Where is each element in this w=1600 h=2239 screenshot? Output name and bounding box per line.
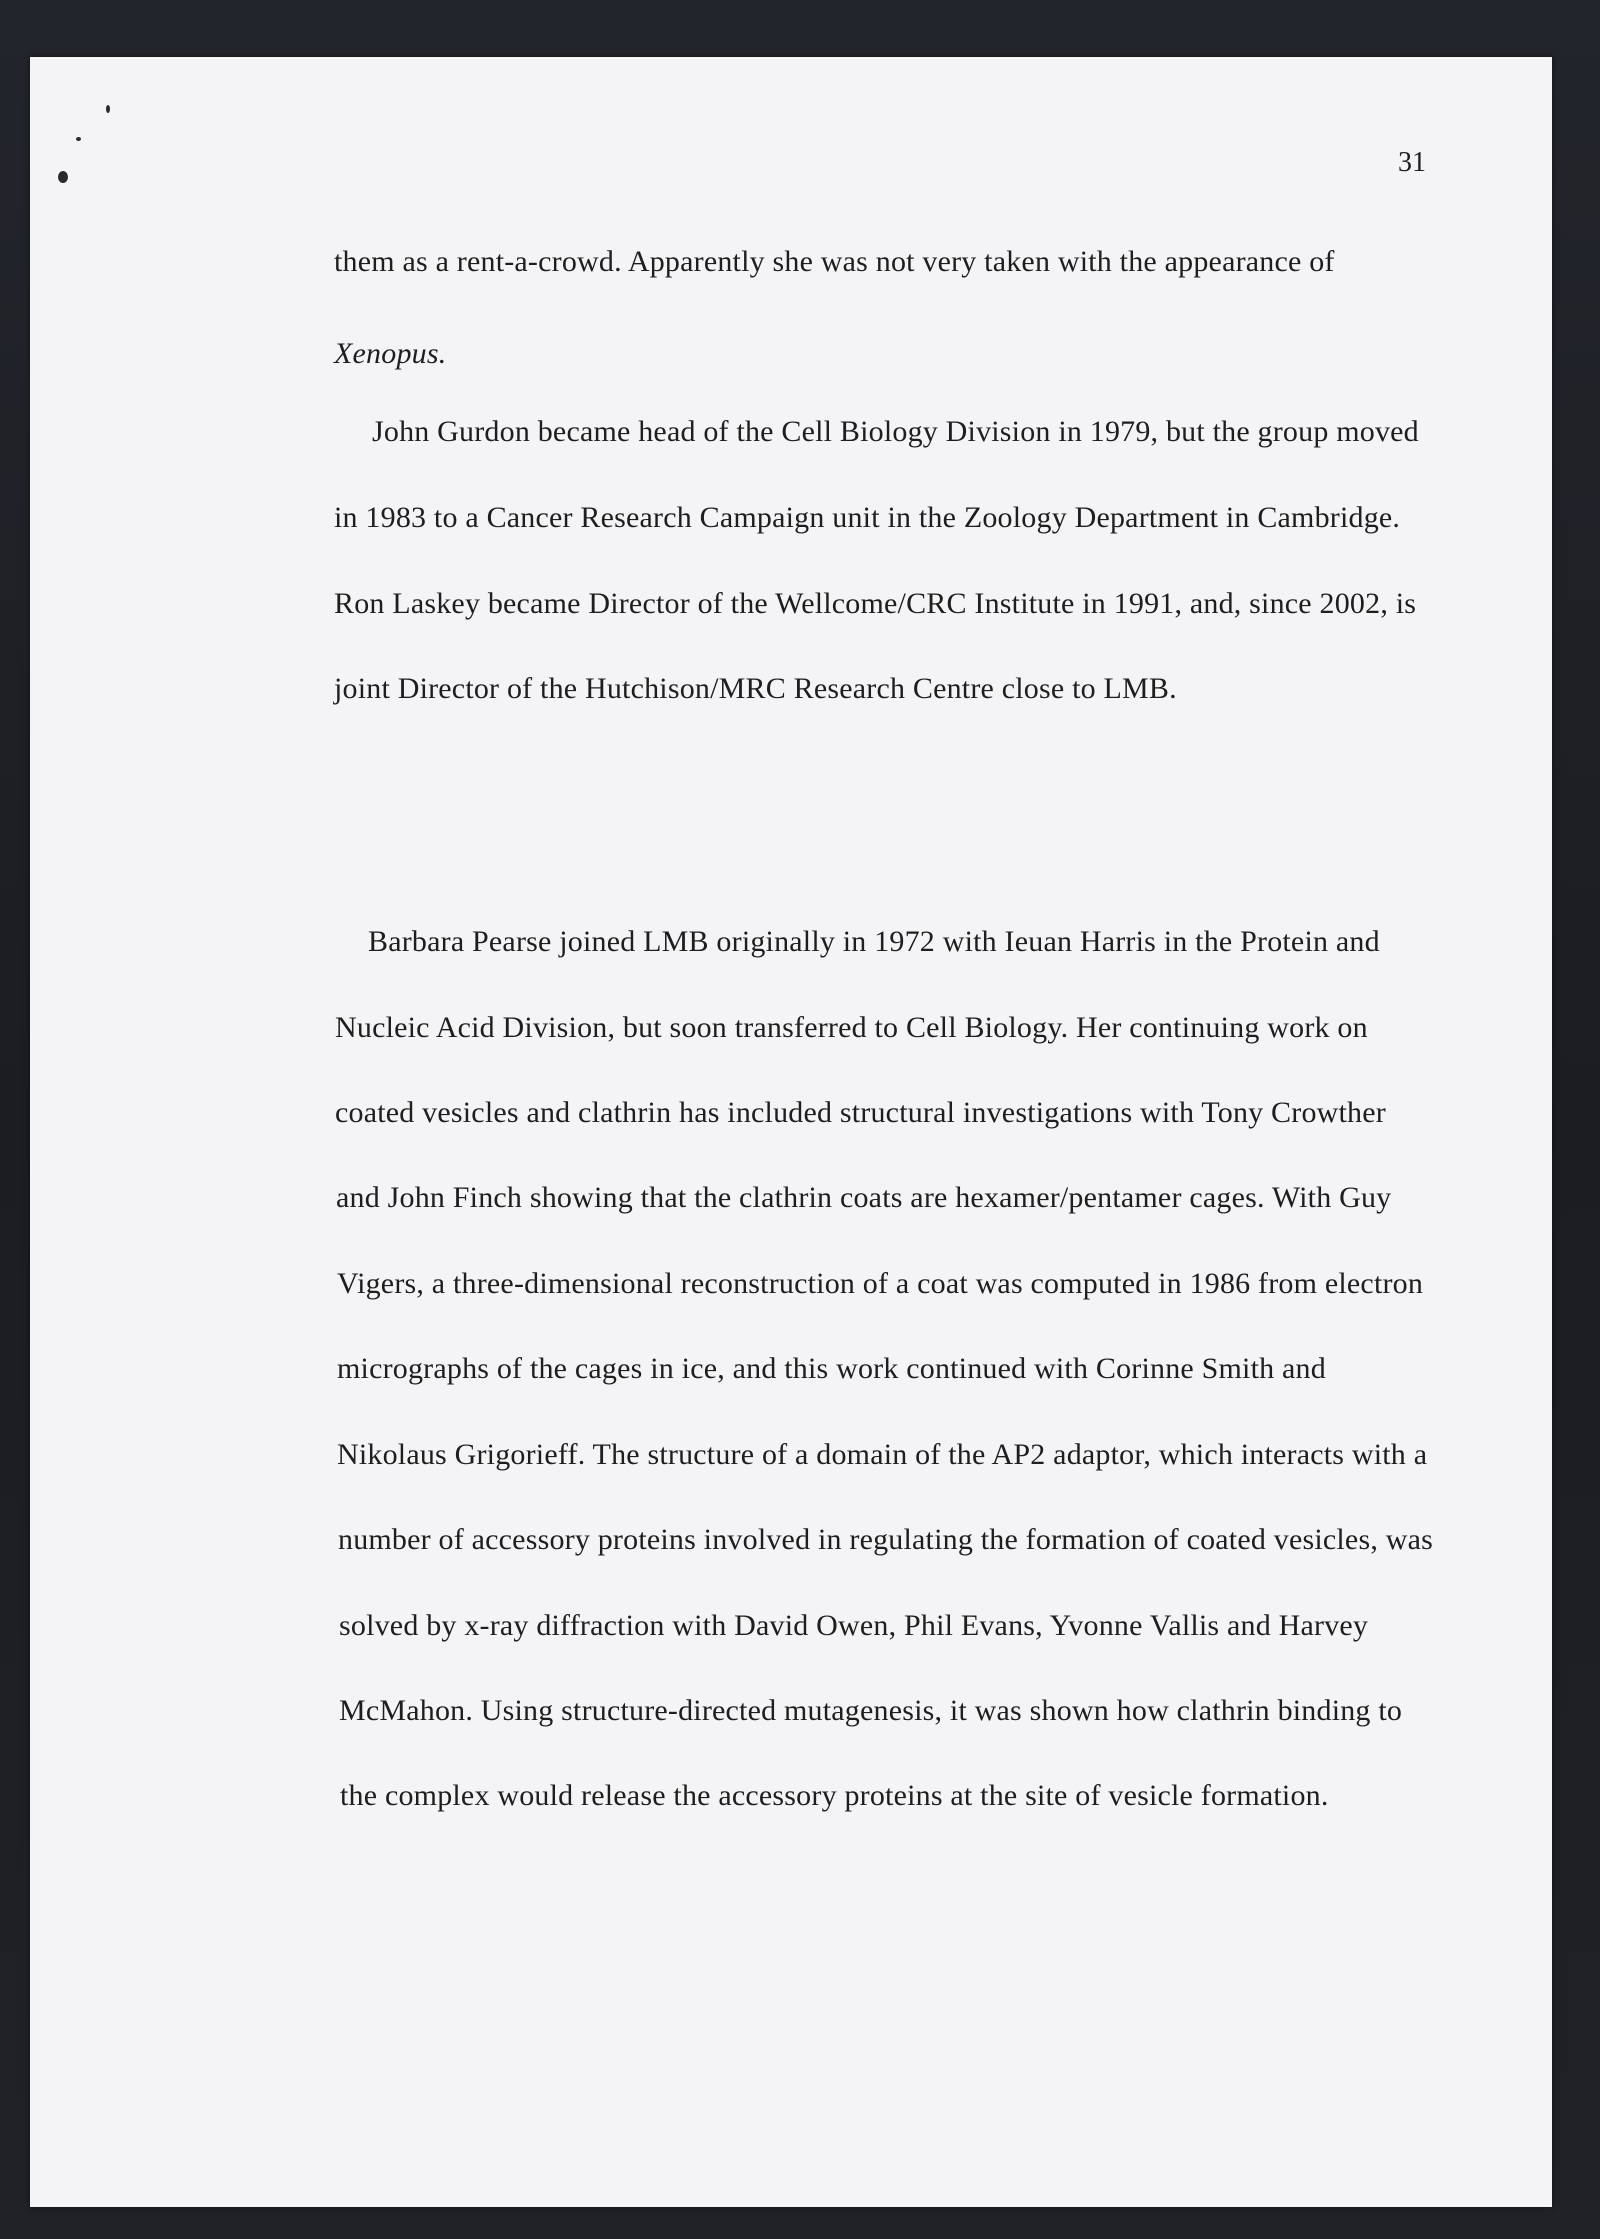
text-line: John Gurdon became head of the Cell Biology Division in 1979, but the group moved: [372, 415, 1419, 448]
text-line: Nikolaus Grigorieff. The structure of a domain of the AP2 adaptor, which interacts with a: [337, 1438, 1428, 1471]
text-line: and John Finch showing that the clathrin coats are hexamer/pentamer cages. With Guy: [336, 1181, 1392, 1214]
text-line: in 1983 to a Cancer Research Campaign unit in the Zoology Department in Cambridge.: [334, 501, 1401, 534]
text-line: Barbara Pearse joined LMB originally in 1972 with Ieuan Harris in the Protein and: [368, 925, 1380, 958]
text-line: Nucleic Acid Division, but soon transferred to Cell Biology. Her continuing work on: [335, 1011, 1368, 1044]
punch-hole-mark: [58, 171, 68, 183]
text-line: number of accessory proteins involved in regulating the formation of coated vesicles, was: [338, 1523, 1433, 1556]
text-line: the complex would release the accessory proteins at the site of vesicle formation.: [340, 1779, 1329, 1812]
document-page: [30, 57, 1552, 2207]
ink-speck: [76, 137, 81, 141]
text-line: micrographs of the cages in ice, and this work continued with Corinne Smith and: [337, 1352, 1326, 1385]
text-line: McMahon. Using structure-directed mutagenesis, it was shown how clathrin binding to: [339, 1694, 1403, 1727]
text-line: solved by x-ray diffraction with David Owen, Phil Evans, Yvonne Vallis and Harvey: [339, 1609, 1369, 1642]
text-line: them as a rent-a-crowd. Apparently she was not very taken with the appearance of: [334, 245, 1335, 278]
text-line: Vigers, a three-dimensional reconstruction of a coat was computed in 1986 from electron: [337, 1267, 1424, 1300]
page-number: 31: [1398, 147, 1426, 178]
ink-speck: [106, 105, 110, 113]
text-line-italic-species: Xenopus.: [334, 337, 447, 370]
text-line: joint Director of the Hutchison/MRC Research Centre close to LMB.: [334, 672, 1177, 705]
text-line: coated vesicles and clathrin has included structural investigations with Tony Crowther: [335, 1096, 1386, 1129]
text-line: Ron Laskey became Director of the Wellcome/CRC Institute in 1991, and, since 2002, is: [334, 587, 1417, 620]
